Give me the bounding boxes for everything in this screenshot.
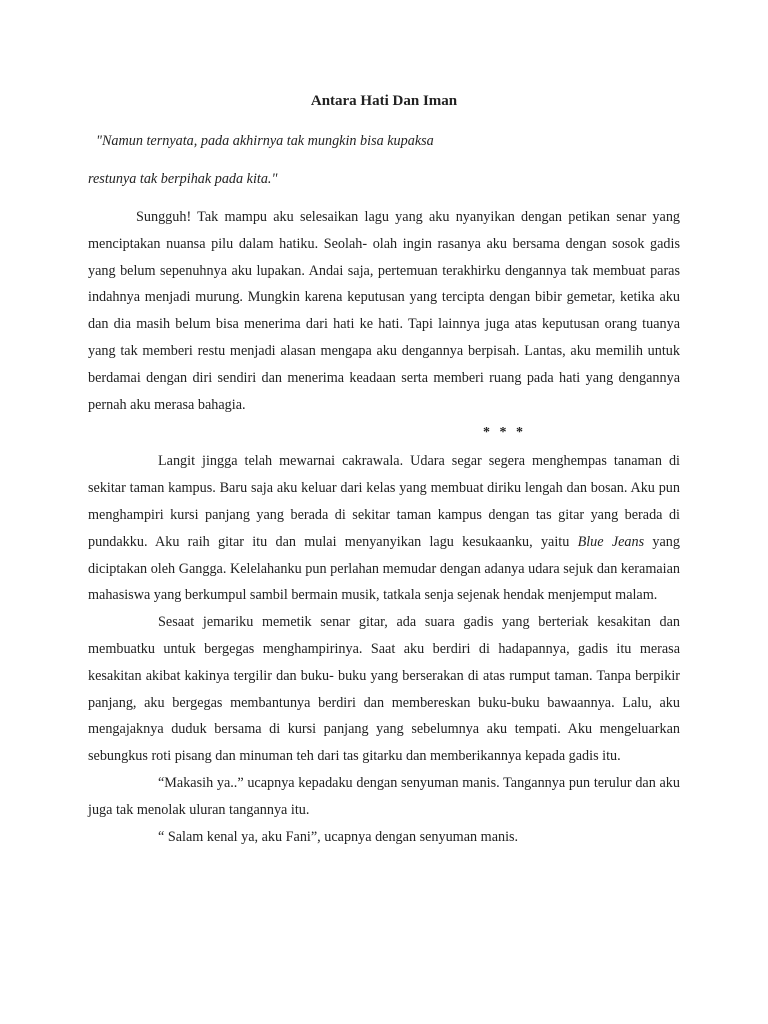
paragraph-2-text-b: yang diciptakan oleh Gangga. Kelelahanku pun perlahan memudar dengan adanya udara sejuk dan keramaian mahasiswa yang berkumpul sambil bermain musik, tatkala senja sejenak hendak menjemput malam.: [88, 533, 680, 604]
paragraph-2: [88, 448, 680, 609]
epigraph-line-1: "Namun ternyata, pada akhirnya tak mungkin bisa kupaksa: [96, 133, 434, 149]
paragraph-4: “Makasih ya..” ucapnya kepadaku dengan senyuman manis. Tangannya pun terulur dan aku juga tak menolak uluran tangannya itu.: [88, 774, 680, 818]
paragraph-2-text-a: Langit jingga telah mewarnai cakrawala. Udara segar segera menghempas tanaman di sekitar taman kampus. Baru saja aku keluar dari kelas yang membuat diriku lengah dan bosan. Aku pun menghampiri kursi panjang yang berada di sekitar taman kampus dengan tas gitar yang berada di pundakku. Aku raih gitar itu dan mulai menyanyikan lagu kesukaanku, yaitu: [88, 453, 680, 550]
section-separator: * * *: [483, 425, 526, 441]
page-title: Antara Hati Dan Iman: [310, 93, 458, 109]
song-title: Blue Jeans: [577, 533, 645, 550]
paragraph-3: Sesaat jemariku memetik senar gitar, ada suara gadis yang berteriak kesakitan dan membuatku untuk bergegas menghampirinya. Saat aku berdiri di hadapannya, gadis itu merasa kesakitan akibat kakinya tergilir dan buku- buku yang berserakan di atas rumput taman. Tanpa berpikir panjang, aku bergegas membantunya berdiri dan membereskan buku-buku bawaannya. Lalu, aku mengajaknya duduk bersama di kursi panjang yang sebelumnya aku tempati. Aku mengeluarkan sebungkus roti pisang dan minuman teh dari tas gitarku dan memberikannya kepada gadis itu.: [88, 614, 680, 765]
epigraph-line-2: restunya tak berpihak pada kita.": [88, 171, 278, 187]
paragraph-5: “ Salam kenal ya, aku Fani”, ucapnya dengan senyuman manis.: [158, 828, 519, 845]
paragraph-1: Sungguh! Tak mampu aku selesaikan lagu yang aku nyanyikan dengan petikan senar yang menciptakan nuansa pilu dalam hatiku. Seolah- olah ingin rasanya aku bersama dengan sosok gadis yang belum sepenuhnya aku lupakan. Andai saja, pertemuan terakhirku dengannya tak membuat paras indahnya menjadi murung. Mungkin karena keputusan yang tercipta dengan bibir gemetar, ketika aku dan dia masih belum bisa menerima dari hati ke hati. Tapi lainnya juga atas keputusan orang tuanya yang tak memberi restu menjadi alasan mengapa aku dengannya berpisah. Lantas, aku memilih untuk berdamai dengan diri sendiri dan menerima keadaan serta memberi ruang pada hati yang dengannya pernah aku merasa bahagia.: [88, 209, 680, 413]
